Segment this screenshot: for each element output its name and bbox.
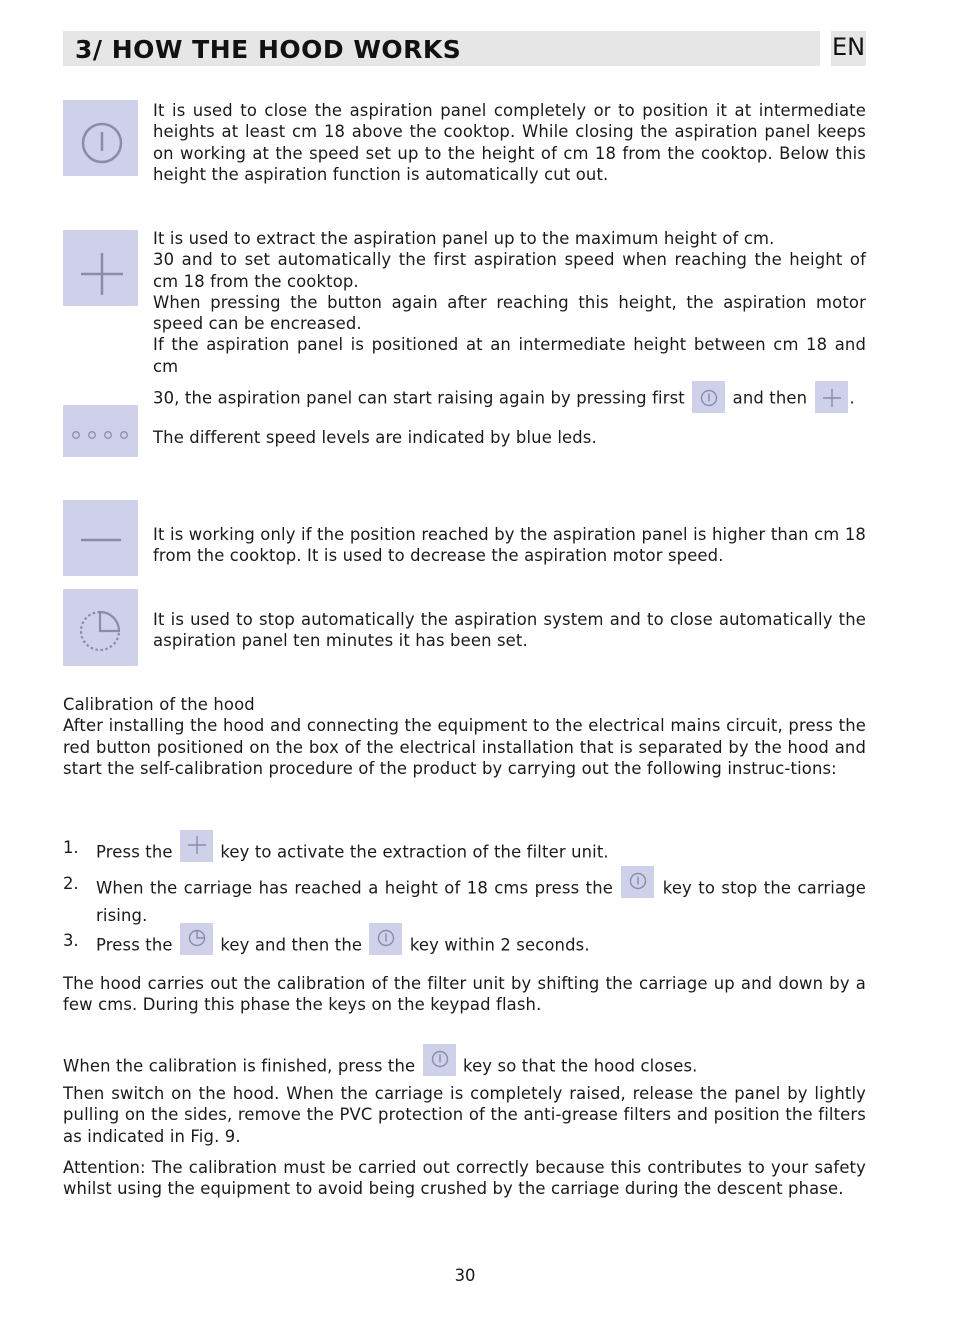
flash-text: The hood carries out the calibration of the filter unit by shifting the carriage up and down by a few cms. During this phase the keys on the keypad flash. [63,974,866,1015]
timer-icon [63,589,138,666]
power-icon [692,381,725,413]
language-code: EN [831,33,866,61]
step-1: Press the key to activate the extraction of the filter unit. [96,837,866,869]
minus-description [153,524,866,567]
finish-line: When the calibration is finished, press the key so that the hood closes. [63,1051,866,1083]
calibration-intro: After installing the hood and connecting the equipment to the electrical mains circuit, press the red button positioned on the box of the electrical installation that is separated by the hood and start the self-calibration procedure of the product by carrying out the following instruc-tions: [63,716,866,778]
step-2: When the carriage has reached a height of 18 cms press the key to stop the carriage rising. [96,873,866,926]
power-icon [621,866,654,898]
step-number: 2. [63,874,79,893]
minus-text: It is working only if the position reached by the aspiration panel is higher than cm 18 from the cooktop. It is used to decrease the aspiration motor speed. [153,525,866,566]
speed-leds-icon [63,405,138,457]
leds-text: The different speed levels are indicated by blue leds. [153,428,597,447]
plus-text-3: When pressing the button again after reaching this height, the aspiration motor speed can be encreased. [153,292,866,334]
attention-note [63,1157,866,1200]
page-number: 30 [454,1266,476,1285]
plus-text-1: It is used to extract the aspiration panel up to the maximum height of cm. [153,229,775,248]
timer-description [153,609,866,652]
calibration-flash [63,973,866,1016]
calibration-section [63,694,866,779]
language-badge [831,31,866,66]
attention-text: Attention: The calibration must be carried out correctly because this contributes to your safety whilst using the equipment to avoid being crushed by the carriage during the descent phase. [63,1158,866,1199]
step-number: 3. [63,931,79,950]
page-title: 3/ HOW THE HOOD WORKS [75,35,462,64]
calibration-finish [63,1051,866,1147]
section-title-bar [63,31,820,66]
power-text: It is used to close the aspiration panel completely or to position it at intermediate heights at least cm 18 above the cooktop. While closing the aspiration panel keeps on working at the speed set up to the height of cm 18 from the cooktop. Below this height the aspiration function is automatically cut out. [153,101,866,184]
timer-text: It is used to stop automatically the aspiration system and to close automatically the aspiration panel ten minutes it has been set. [153,610,866,651]
plus-description [153,228,866,415]
timer-icon [180,923,213,955]
plus-icon [815,381,848,413]
finish-rest-text: Then switch on the hood. When the carriage is completely raised, release the panel by lightly pulling on the sides, remove the PVC protection of the anti-grease filters and position the filters as indicated in Fig. 9. [63,1084,866,1146]
plus-icon [63,230,138,306]
calibration-heading: Calibration of the hood [63,695,255,714]
step-3: Press the key and then the key within 2 seconds. [96,930,866,962]
leds-description [153,427,866,448]
plus-text-5: 30, the aspiration panel can start raising again by pressing first and then . [153,383,866,415]
step-number: 1. [63,838,79,857]
plus-text-2: 30 and to set automatically the first aspiration speed when reaching the height of cm 18 from the cooktop. [153,250,866,291]
power-icon [369,923,402,955]
plus-text-4: If the aspiration panel is positioned at an intermediate height between cm 18 and cm [153,335,866,376]
plus-icon [180,830,213,862]
power-description [153,100,866,185]
power-icon [63,100,138,176]
minus-icon [63,500,138,576]
power-icon [423,1044,456,1076]
